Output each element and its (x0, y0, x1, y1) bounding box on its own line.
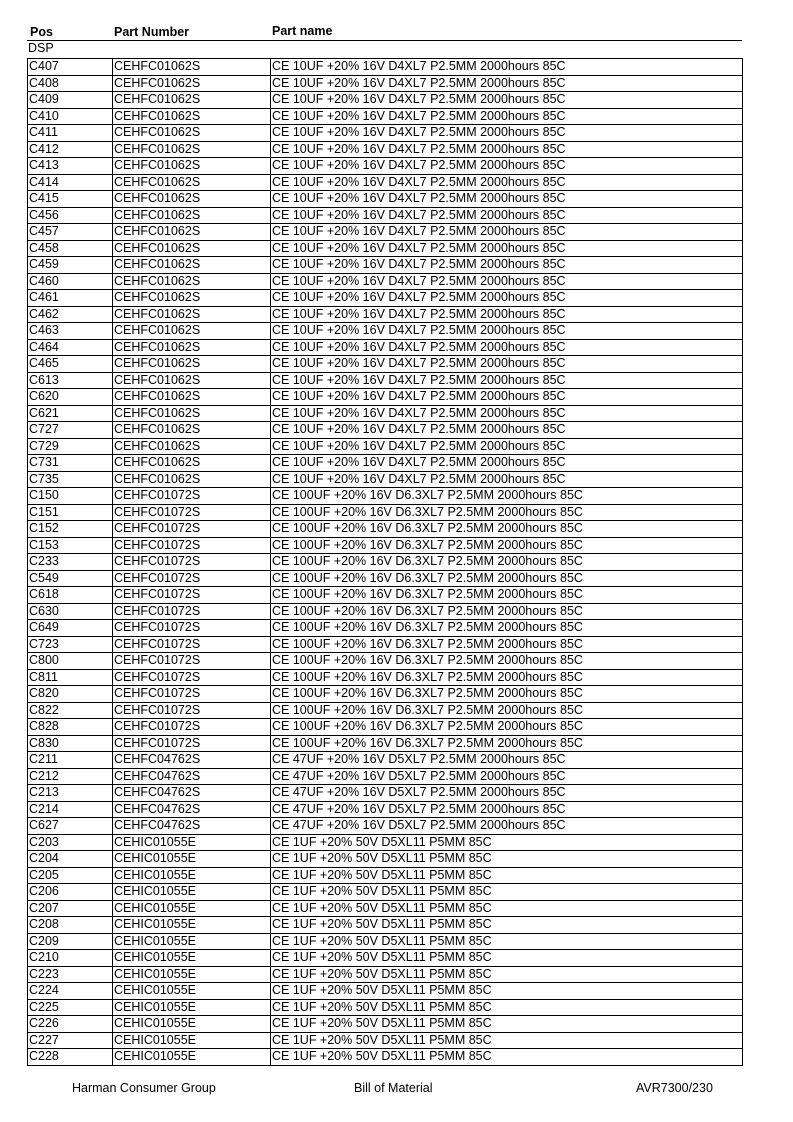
part-number-cell: CEHFC01062S (113, 422, 271, 439)
part-number-cell: CEHFC01072S (113, 636, 271, 653)
pos-cell: C227 (28, 1032, 113, 1049)
table-row (28, 59, 743, 76)
part-name-cell: CE 100UF +20% 16V D6.3XL7 P2.5MM 2000hours 85C (271, 636, 743, 653)
part-number-cell: CEHFC01062S (113, 207, 271, 224)
table-row (28, 191, 743, 208)
part-number-cell: CEHIC01055E (113, 917, 271, 934)
part-number-cell: CEHFC01062S (113, 240, 271, 257)
part-name-cell: CE 10UF +20% 16V D4XL7 P2.5MM 2000hours 85C (271, 290, 743, 307)
header-part-number: Part Number (114, 25, 190, 39)
pos-cell: C150 (28, 488, 113, 505)
part-number-cell: CEHFC01062S (113, 372, 271, 389)
part-number-cell: CEHFC01062S (113, 191, 271, 208)
part-name-cell: CE 100UF +20% 16V D6.3XL7 P2.5MM 2000hours 85C (271, 653, 743, 670)
pos-cell: C800 (28, 653, 113, 670)
pos-cell: C735 (28, 471, 113, 488)
part-number-cell: CEHFC01062S (113, 273, 271, 290)
part-number-cell: CEHFC01062S (113, 389, 271, 406)
pos-cell: C408 (28, 75, 113, 92)
table-row (28, 636, 743, 653)
table-row (28, 1049, 743, 1066)
pos-cell: C207 (28, 900, 113, 917)
table-row (28, 686, 743, 703)
part-name-cell: CE 1UF +20% 50V D5XL11 P5MM 85C (271, 884, 743, 901)
header-divider (27, 40, 742, 41)
table-row (28, 174, 743, 191)
part-name-cell: CE 1UF +20% 50V D5XL11 P5MM 85C (271, 933, 743, 950)
part-name-cell: CE 10UF +20% 16V D4XL7 P2.5MM 2000hours 85C (271, 158, 743, 175)
part-number-cell: CEHFC04762S (113, 801, 271, 818)
pos-cell: C209 (28, 933, 113, 950)
part-number-cell: CEHIC01055E (113, 999, 271, 1016)
table-row (28, 1016, 743, 1033)
pos-cell: C811 (28, 669, 113, 686)
pos-cell: C210 (28, 950, 113, 967)
table-row (28, 1032, 743, 1049)
part-name-cell: CE 1UF +20% 50V D5XL11 P5MM 85C (271, 999, 743, 1016)
table-row (28, 405, 743, 422)
part-name-cell: CE 100UF +20% 16V D6.3XL7 P2.5MM 2000hours 85C (271, 570, 743, 587)
pos-cell: C412 (28, 141, 113, 158)
table-row (28, 587, 743, 604)
part-name-cell: CE 10UF +20% 16V D4XL7 P2.5MM 2000hours 85C (271, 339, 743, 356)
part-name-cell: CE 10UF +20% 16V D4XL7 P2.5MM 2000hours 85C (271, 323, 743, 340)
pos-cell: C151 (28, 504, 113, 521)
pos-cell: C621 (28, 405, 113, 422)
pos-cell: C226 (28, 1016, 113, 1033)
pos-cell: C465 (28, 356, 113, 373)
pos-cell: C463 (28, 323, 113, 340)
pos-cell: C627 (28, 818, 113, 835)
table-row (28, 207, 743, 224)
part-name-cell: CE 10UF +20% 16V D4XL7 P2.5MM 2000hours 85C (271, 389, 743, 406)
pos-cell: C723 (28, 636, 113, 653)
pos-cell: C409 (28, 92, 113, 109)
table-row (28, 339, 743, 356)
pos-cell: C413 (28, 158, 113, 175)
pos-cell: C225 (28, 999, 113, 1016)
table-row (28, 389, 743, 406)
pos-cell: C414 (28, 174, 113, 191)
table-row (28, 504, 743, 521)
table-row (28, 735, 743, 752)
part-number-cell: CEHIC01055E (113, 834, 271, 851)
pos-cell: C731 (28, 455, 113, 472)
pos-cell: C203 (28, 834, 113, 851)
part-number-cell: CEHIC01055E (113, 867, 271, 884)
footer-model: AVR7300/230 (636, 1081, 713, 1095)
part-name-cell: CE 10UF +20% 16V D4XL7 P2.5MM 2000hours 85C (271, 372, 743, 389)
table-row (28, 917, 743, 934)
pos-cell: C830 (28, 735, 113, 752)
pos-cell: C613 (28, 372, 113, 389)
part-number-cell: CEHFC01062S (113, 59, 271, 76)
pos-cell: C727 (28, 422, 113, 439)
section-label: DSP (28, 41, 54, 55)
part-number-cell: CEHFC01062S (113, 306, 271, 323)
part-number-cell: CEHFC04762S (113, 768, 271, 785)
part-name-cell: CE 100UF +20% 16V D6.3XL7 P2.5MM 2000hours 85C (271, 603, 743, 620)
part-name-cell: CE 100UF +20% 16V D6.3XL7 P2.5MM 2000hours 85C (271, 719, 743, 736)
part-name-cell: CE 10UF +20% 16V D4XL7 P2.5MM 2000hours 85C (271, 125, 743, 142)
pos-cell: C228 (28, 1049, 113, 1066)
part-name-cell: CE 100UF +20% 16V D6.3XL7 P2.5MM 2000hours 85C (271, 686, 743, 703)
table-row (28, 75, 743, 92)
part-number-cell: CEHFC01072S (113, 603, 271, 620)
pos-cell: C462 (28, 306, 113, 323)
part-number-cell: CEHFC04762S (113, 785, 271, 802)
part-name-cell: CE 1UF +20% 50V D5XL11 P5MM 85C (271, 834, 743, 851)
part-name-cell: CE 10UF +20% 16V D4XL7 P2.5MM 2000hours 85C (271, 405, 743, 422)
part-name-cell: CE 1UF +20% 50V D5XL11 P5MM 85C (271, 917, 743, 934)
part-number-cell: CEHFC01072S (113, 587, 271, 604)
table-row (28, 306, 743, 323)
table-row (28, 521, 743, 538)
part-name-cell: CE 100UF +20% 16V D6.3XL7 P2.5MM 2000hours 85C (271, 537, 743, 554)
table-row (28, 570, 743, 587)
pos-cell: C822 (28, 702, 113, 719)
pos-cell: C213 (28, 785, 113, 802)
part-name-cell: CE 100UF +20% 16V D6.3XL7 P2.5MM 2000hours 85C (271, 620, 743, 637)
table-row (28, 653, 743, 670)
part-number-cell: CEHFC01062S (113, 224, 271, 241)
part-number-cell: CEHIC01055E (113, 884, 271, 901)
pos-cell: C461 (28, 290, 113, 307)
part-number-cell: CEHFC01072S (113, 521, 271, 538)
pos-cell: C630 (28, 603, 113, 620)
part-name-cell: CE 10UF +20% 16V D4XL7 P2.5MM 2000hours 85C (271, 191, 743, 208)
table-row (28, 455, 743, 472)
part-name-cell: CE 100UF +20% 16V D6.3XL7 P2.5MM 2000hours 85C (271, 587, 743, 604)
part-name-cell: CE 10UF +20% 16V D4XL7 P2.5MM 2000hours 85C (271, 92, 743, 109)
pos-cell: C649 (28, 620, 113, 637)
header-pos: Pos (30, 25, 53, 39)
table-row (28, 752, 743, 769)
part-name-cell: CE 100UF +20% 16V D6.3XL7 P2.5MM 2000hours 85C (271, 702, 743, 719)
part-name-cell: CE 100UF +20% 16V D6.3XL7 P2.5MM 2000hours 85C (271, 504, 743, 521)
table-row (28, 785, 743, 802)
bom-table-body (28, 59, 743, 1066)
part-number-cell: CEHIC01055E (113, 1016, 271, 1033)
part-name-cell: CE 1UF +20% 50V D5XL11 P5MM 85C (271, 900, 743, 917)
pos-cell: C206 (28, 884, 113, 901)
pos-cell: C208 (28, 917, 113, 934)
table-row (28, 108, 743, 125)
part-number-cell: CEHFC04762S (113, 752, 271, 769)
part-name-cell: CE 1UF +20% 50V D5XL11 P5MM 85C (271, 1049, 743, 1066)
part-number-cell: CEHIC01055E (113, 851, 271, 868)
part-name-cell: CE 100UF +20% 16V D6.3XL7 P2.5MM 2000hours 85C (271, 521, 743, 538)
part-number-cell: CEHFC01072S (113, 702, 271, 719)
part-number-cell: CEHIC01055E (113, 1049, 271, 1066)
part-name-cell: CE 100UF +20% 16V D6.3XL7 P2.5MM 2000hours 85C (271, 488, 743, 505)
table-row (28, 884, 743, 901)
pos-cell: C729 (28, 438, 113, 455)
table-row (28, 768, 743, 785)
part-name-cell: CE 100UF +20% 16V D6.3XL7 P2.5MM 2000hours 85C (271, 735, 743, 752)
header-part-name: Part name (272, 24, 333, 38)
part-name-cell: CE 10UF +20% 16V D4XL7 P2.5MM 2000hours 85C (271, 422, 743, 439)
part-number-cell: CEHFC01072S (113, 719, 271, 736)
pos-cell: C456 (28, 207, 113, 224)
table-row (28, 224, 743, 241)
table-row (28, 554, 743, 571)
pos-cell: C212 (28, 768, 113, 785)
pos-cell: C458 (28, 240, 113, 257)
pos-cell: C152 (28, 521, 113, 538)
part-name-cell: CE 10UF +20% 16V D4XL7 P2.5MM 2000hours 85C (271, 75, 743, 92)
pos-cell: C549 (28, 570, 113, 587)
part-name-cell: CE 10UF +20% 16V D4XL7 P2.5MM 2000hours 85C (271, 240, 743, 257)
pos-cell: C460 (28, 273, 113, 290)
part-name-cell: CE 1UF +20% 50V D5XL11 P5MM 85C (271, 966, 743, 983)
pos-cell: C459 (28, 257, 113, 274)
table-row (28, 257, 743, 274)
part-number-cell: CEHFC01062S (113, 290, 271, 307)
part-number-cell: CEHIC01055E (113, 933, 271, 950)
part-name-cell: CE 47UF +20% 16V D5XL7 P2.5MM 2000hours 85C (271, 801, 743, 818)
table-row (28, 867, 743, 884)
part-number-cell: CEHFC01062S (113, 75, 271, 92)
table-row (28, 290, 743, 307)
table-row (28, 620, 743, 637)
part-number-cell: CEHFC01072S (113, 570, 271, 587)
part-number-cell: CEHIC01055E (113, 966, 271, 983)
part-number-cell: CEHFC01072S (113, 554, 271, 571)
pos-cell: C204 (28, 851, 113, 868)
table-row (28, 950, 743, 967)
pos-cell: C457 (28, 224, 113, 241)
part-name-cell: CE 1UF +20% 50V D5XL11 P5MM 85C (271, 1032, 743, 1049)
part-number-cell: CEHFC01062S (113, 339, 271, 356)
part-name-cell: CE 10UF +20% 16V D4XL7 P2.5MM 2000hours 85C (271, 59, 743, 76)
pos-cell: C415 (28, 191, 113, 208)
table-row (28, 801, 743, 818)
part-name-cell: CE 10UF +20% 16V D4XL7 P2.5MM 2000hours 85C (271, 224, 743, 241)
table-row (28, 273, 743, 290)
table-row (28, 471, 743, 488)
pos-cell: C214 (28, 801, 113, 818)
pos-cell: C211 (28, 752, 113, 769)
part-name-cell: CE 1UF +20% 50V D5XL11 P5MM 85C (271, 1016, 743, 1033)
part-number-cell: CEHIC01055E (113, 950, 271, 967)
part-number-cell: CEHFC01062S (113, 158, 271, 175)
part-name-cell: CE 10UF +20% 16V D4XL7 P2.5MM 2000hours 85C (271, 174, 743, 191)
pos-cell: C233 (28, 554, 113, 571)
table-row (28, 92, 743, 109)
part-number-cell: CEHFC01072S (113, 620, 271, 637)
part-number-cell: CEHIC01055E (113, 900, 271, 917)
part-name-cell: CE 10UF +20% 16V D4XL7 P2.5MM 2000hours 85C (271, 207, 743, 224)
table-row (28, 488, 743, 505)
part-name-cell: CE 100UF +20% 16V D6.3XL7 P2.5MM 2000hours 85C (271, 669, 743, 686)
part-number-cell: CEHFC04762S (113, 818, 271, 835)
part-number-cell: CEHFC01062S (113, 405, 271, 422)
table-row (28, 933, 743, 950)
pos-cell: C224 (28, 983, 113, 1000)
part-number-cell: CEHFC01062S (113, 141, 271, 158)
table-row (28, 537, 743, 554)
table-row (28, 999, 743, 1016)
part-number-cell: CEHFC01062S (113, 471, 271, 488)
part-number-cell: CEHFC01072S (113, 488, 271, 505)
table-row (28, 438, 743, 455)
part-name-cell: CE 10UF +20% 16V D4XL7 P2.5MM 2000hours 85C (271, 471, 743, 488)
table-row (28, 372, 743, 389)
footer-doc-title: Bill of Material (354, 1081, 433, 1095)
table-row (28, 702, 743, 719)
part-number-cell: CEHFC01062S (113, 92, 271, 109)
part-number-cell: CEHFC01062S (113, 438, 271, 455)
part-name-cell: CE 1UF +20% 50V D5XL11 P5MM 85C (271, 983, 743, 1000)
pos-cell: C411 (28, 125, 113, 142)
table-row (28, 422, 743, 439)
part-number-cell: CEHFC01072S (113, 669, 271, 686)
table-row (28, 851, 743, 868)
part-name-cell: CE 47UF +20% 16V D5XL7 P2.5MM 2000hours 85C (271, 752, 743, 769)
pos-cell: C407 (28, 59, 113, 76)
part-name-cell: CE 10UF +20% 16V D4XL7 P2.5MM 2000hours 85C (271, 257, 743, 274)
part-number-cell: CEHFC01062S (113, 125, 271, 142)
table-row (28, 323, 743, 340)
pos-cell: C620 (28, 389, 113, 406)
part-name-cell: CE 1UF +20% 50V D5XL11 P5MM 85C (271, 851, 743, 868)
part-name-cell: CE 47UF +20% 16V D5XL7 P2.5MM 2000hours 85C (271, 785, 743, 802)
table-row (28, 603, 743, 620)
table-row (28, 141, 743, 158)
pos-cell: C828 (28, 719, 113, 736)
pos-cell: C153 (28, 537, 113, 554)
part-number-cell: CEHFC01062S (113, 455, 271, 472)
table-row (28, 719, 743, 736)
part-name-cell: CE 10UF +20% 16V D4XL7 P2.5MM 2000hours 85C (271, 306, 743, 323)
part-name-cell: CE 10UF +20% 16V D4XL7 P2.5MM 2000hours 85C (271, 108, 743, 125)
part-name-cell: CE 47UF +20% 16V D5XL7 P2.5MM 2000hours 85C (271, 818, 743, 835)
table-row (28, 818, 743, 835)
table-row (28, 983, 743, 1000)
footer-company: Harman Consumer Group (72, 1081, 216, 1095)
part-name-cell: CE 10UF +20% 16V D4XL7 P2.5MM 2000hours 85C (271, 438, 743, 455)
part-number-cell: CEHFC01072S (113, 686, 271, 703)
part-number-cell: CEHFC01062S (113, 323, 271, 340)
part-number-cell: CEHFC01062S (113, 108, 271, 125)
part-name-cell: CE 100UF +20% 16V D6.3XL7 P2.5MM 2000hours 85C (271, 554, 743, 571)
pos-cell: C820 (28, 686, 113, 703)
part-number-cell: CEHFC01062S (113, 257, 271, 274)
part-name-cell: CE 10UF +20% 16V D4XL7 P2.5MM 2000hours 85C (271, 455, 743, 472)
bom-table (27, 58, 743, 1066)
pos-cell: C618 (28, 587, 113, 604)
pos-cell: C410 (28, 108, 113, 125)
part-number-cell: CEHFC01072S (113, 504, 271, 521)
part-number-cell: CEHFC01072S (113, 735, 271, 752)
part-name-cell: CE 1UF +20% 50V D5XL11 P5MM 85C (271, 867, 743, 884)
pos-cell: C205 (28, 867, 113, 884)
table-row (28, 158, 743, 175)
part-number-cell: CEHIC01055E (113, 1032, 271, 1049)
table-row (28, 669, 743, 686)
part-number-cell: CEHIC01055E (113, 983, 271, 1000)
part-name-cell: CE 10UF +20% 16V D4XL7 P2.5MM 2000hours 85C (271, 141, 743, 158)
part-name-cell: CE 1UF +20% 50V D5XL11 P5MM 85C (271, 950, 743, 967)
part-name-cell: CE 47UF +20% 16V D5XL7 P2.5MM 2000hours 85C (271, 768, 743, 785)
table-row (28, 356, 743, 373)
pos-cell: C464 (28, 339, 113, 356)
table-row (28, 125, 743, 142)
table-row (28, 834, 743, 851)
pos-cell: C223 (28, 966, 113, 983)
part-number-cell: CEHFC01072S (113, 653, 271, 670)
part-number-cell: CEHFC01062S (113, 356, 271, 373)
part-name-cell: CE 10UF +20% 16V D4XL7 P2.5MM 2000hours 85C (271, 273, 743, 290)
part-number-cell: CEHFC01062S (113, 174, 271, 191)
table-row (28, 240, 743, 257)
table-row (28, 900, 743, 917)
part-number-cell: CEHFC01072S (113, 537, 271, 554)
part-name-cell: CE 10UF +20% 16V D4XL7 P2.5MM 2000hours 85C (271, 356, 743, 373)
table-row (28, 966, 743, 983)
